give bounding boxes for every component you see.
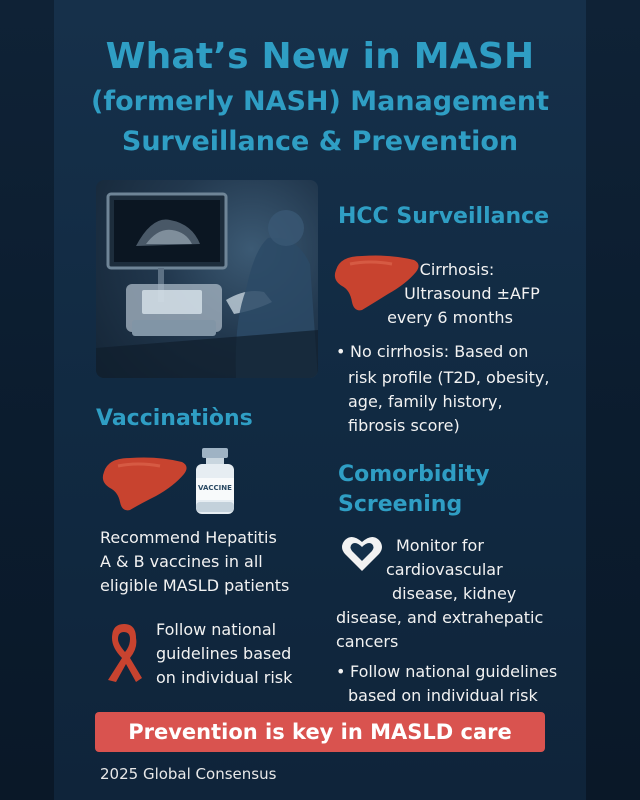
vaccination-follow-line-3: on individual risk: [156, 668, 293, 687]
hcc-no-cirrhosis-line-1: • No cirrhosis: Based on: [350, 340, 560, 364]
vial-label: VACCINE: [198, 484, 232, 492]
hcc-no-cirrhosis-line-3: age, family history,: [348, 392, 503, 411]
hcc-cirrhosis-method: Ultrasound ±AFP: [404, 284, 540, 303]
ultrasound-photo: [96, 180, 318, 378]
heart-icon: [340, 534, 384, 574]
vaccination-follow-line-2: guidelines based: [156, 644, 292, 663]
comorbidity-monitor-line-2: cardiovascular: [386, 560, 503, 579]
comorbidity-heading-line-1: Comorbidity: [338, 462, 490, 487]
vaccinations-heading: Vaccinatiòns: [96, 406, 253, 431]
awareness-ribbon-icon: [104, 620, 144, 684]
title-line-3: Surveillance & Prevention: [121, 126, 519, 157]
hcc-no-cirrhosis-line-4: fibrosis score): [348, 416, 460, 435]
hcc-cirrhosis-label: Cirrhosis:: [419, 260, 495, 279]
title-line-1: What’s New in MASH: [105, 36, 535, 77]
comorbidity-heading-line-2: Screening: [338, 492, 463, 517]
vaccination-rec-line-3: eligible MASLD patients: [100, 576, 290, 595]
hcc-no-cirrhosis-line-2: risk profile (T2D, obesity,: [348, 368, 550, 387]
comorbidity-follow-line-2: based on individual risk: [348, 686, 538, 705]
vaccination-follow-line-1: Follow national: [156, 620, 277, 639]
vaccination-rec-line-1: Recommend Hepatitis: [100, 528, 277, 547]
comorbidity-monitor-line-4: disease, and extrahepatic: [336, 608, 544, 627]
prevention-banner: Prevention is key in MASLD care: [95, 712, 545, 752]
comorbidity-monitor-line-3: disease, kidney: [392, 584, 517, 603]
hcc-cirrhosis-interval: every 6 months: [387, 308, 513, 327]
title-line-2: (formerly NASH) Management: [91, 86, 549, 117]
vaccination-rec-line-2: A & B vaccines in all: [100, 552, 263, 571]
comorbidity-monitor-line-5: cancers: [336, 632, 399, 651]
hcc-heading: HCC Surveillance: [338, 204, 550, 229]
vaccine-vial-icon: [192, 446, 238, 516]
comorbidity-monitor-line-1: Monitor for: [396, 536, 484, 555]
footer-source: 2025 Global Consensus: [100, 765, 277, 783]
liver-icon: [98, 452, 190, 514]
comorbidity-follow-line-1: • Follow national guidelines: [350, 660, 575, 684]
